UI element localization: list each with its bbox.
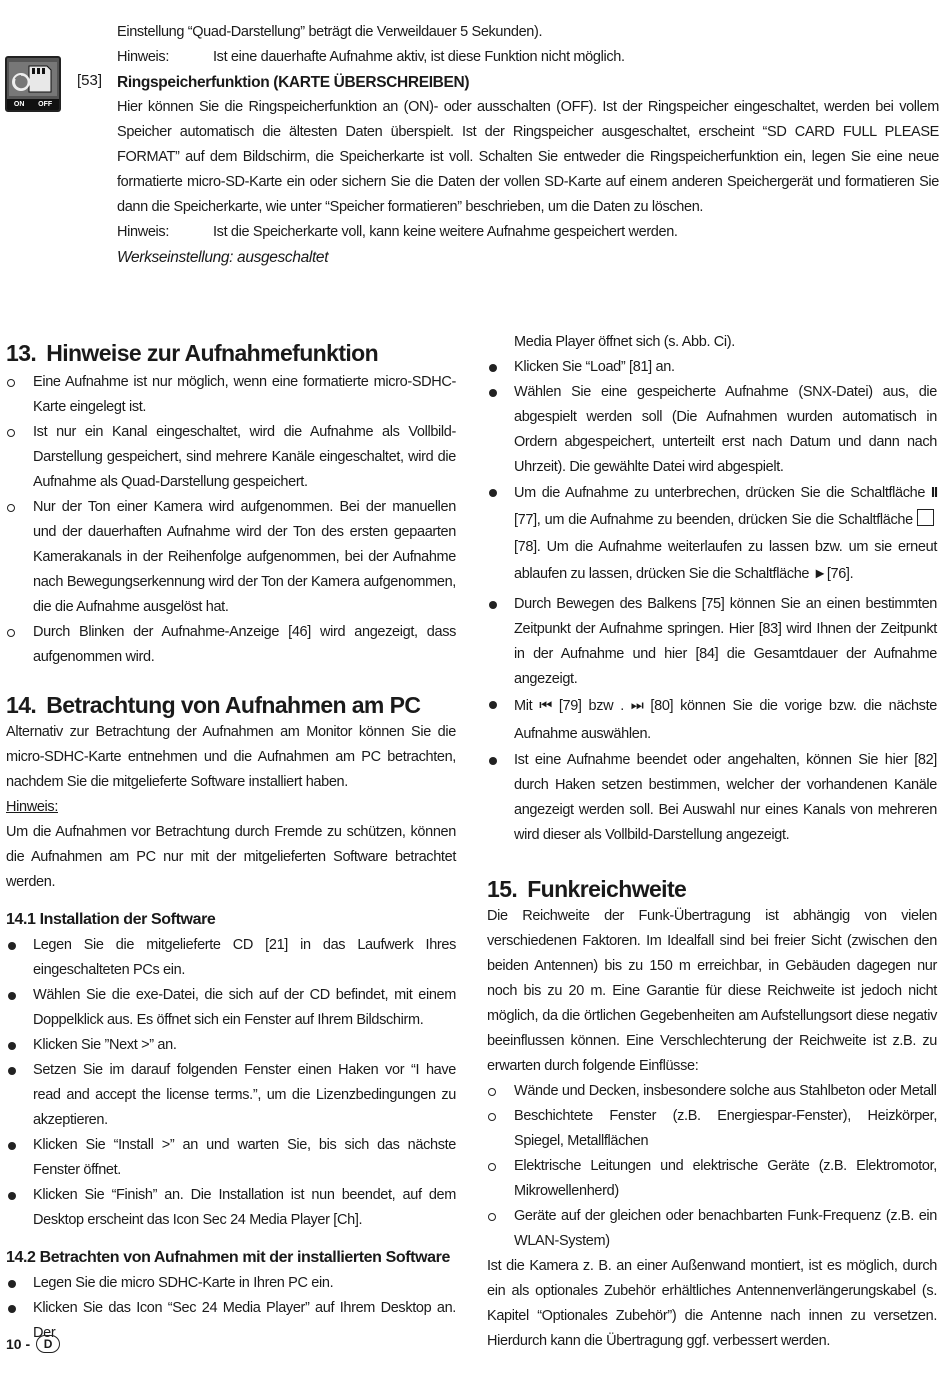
- list-item: Legen Sie die micro SDHC-Karte in Ihren PC ein.: [6, 1271, 456, 1296]
- page-footer: [6, 1335, 60, 1353]
- list-item: Elektrische Leitungen und elektrische Geräte (z.B. Elektromotor, Mikrowellenherd): [487, 1154, 937, 1204]
- section-15-intro: Die Reichweite der Funk-Übertragung ist abhängig von vielen verschiedenen Faktoren. Im Idealfall sind bei freier Sicht (zwischen den beiden Antennen) bis zu 150 m erreichbar, in Gebäuden dagegen nur noch bis zu 20 m. Eine Garantie für diese Reichweite ist jedoch nicht möglich, da die örtlichen Gegebenheiten am Aufstellungsort diese negativ beeinflussen können. Eine Verschlechterung der Reichweite ist z.B. zu erwarten durch folgende Einflüsse:: [487, 908, 937, 1074]
- hint-text: Ist die Speicherkarte voll, kann keine weitere Aufnahme gespeichert werden.: [213, 224, 678, 240]
- pause-text-c: [78]. Um die Aufnahme weiterlaufen zu lassen bzw. um sie erneut ablaufen zu lassen, drücken Sie die Schaltfläche ►[76].: [514, 539, 937, 582]
- section-13-heading: [6, 338, 456, 368]
- list-item: Wählen Sie eine gespeicherte Aufnahme (SNX-Datei) aus, die abgespielt werden soll (Die Aufnahmen wurden automatisch in Ordern abgespeichert, unterteilt erst nach Datum und dann nach Uhrzeit). Die gewählte Datei wird abgespielt.: [487, 380, 937, 480]
- item-body: Hier können Sie die Ringspeicherfunktion an (ON)- oder ausschalten (OFF). Ist der Ringspeicher eingeschaltet, werden bei vollem Speicher automatisch die ältesten Daten überspielt. Ist der Ringspeicher ausgeschaltet, erscheint “SD CARD FULL PLEASE FORMAT” auf dem Bildschirm, die Speicherkarte ist voll. Schalten Sie entweder die Ringspeicherfunktion ein, legen Sie eine neue formatierte micro-SD-Karte ein oder sichern Sie die Daten der vollen SD-Karte auf einem anderen Speichergerät und formatieren Sie dann die Speicherkarte, wie unter “Speicher formatieren” beschrieben, um die Daten zu löschen.: [117, 99, 939, 215]
- section-number: 13.: [6, 340, 37, 366]
- nav-text-a: Mit: [514, 698, 540, 714]
- list-item: Klicken Sie “Finish” an. Die Installation ist nun beendet, auf dem Desktop erscheint das Icon Sec 24 Media Player [Ch].: [6, 1183, 456, 1233]
- section-title: Betrachtung von Aufnahmen am PC: [46, 692, 421, 718]
- playback-list: [487, 355, 937, 848]
- list-item: Beschichtete Fenster (z.B. Energiespar-Fenster), Heizkörper, Spiegel, Metallflächen: [487, 1104, 937, 1154]
- hint-row-2: [117, 220, 939, 245]
- pause-text-a: Um die Aufnahme zu unterbrechen, drücken Sie die Schaltfläche: [514, 485, 931, 501]
- hint-text: Ist eine dauerhafte Aufnahme aktiv, ist diese Funktion nicht möglich.: [213, 49, 625, 65]
- left-column: [6, 338, 456, 1346]
- nav-text-b: [79] bzw .: [551, 698, 631, 714]
- list-item-pause: [487, 480, 937, 588]
- right-column: [487, 330, 937, 1354]
- subsection-14-2-heading: 14.2 Betrachten von Aufnahmen mit der installierten Software: [6, 1249, 450, 1266]
- section-title: Hinweise zur Aufnahmefunktion: [46, 340, 379, 366]
- hint-label: Hinweis:: [117, 49, 169, 65]
- list-item: Geräte auf der gleichen oder benachbarten Funk-Frequenz (z.B. ein WLAN-System): [487, 1204, 937, 1254]
- list-item: Klicken Sie das Icon “Sec 24 Media Player” auf Ihrem Desktop an. Der: [6, 1296, 456, 1346]
- item-number: [53]: [77, 72, 103, 89]
- section-14-heading: [6, 690, 456, 720]
- continued-line: Einstellung “Quad-Darstellung” beträgt die Verweildauer 5 Sekunden).: [117, 24, 543, 40]
- sd-card-icon: [7, 58, 59, 98]
- list-item: Durch Blinken der Aufnahme-Anzeige [46] wird angezeigt, dass aufgenommen wird.: [6, 620, 456, 670]
- list-item: Durch Bewegen des Balkens [75] können Sie an einen bestimmten Zeitpunkt der Aufnahme springen. Hier [83] wird Ihnen der Zeitpunkt in der Aufnahme und hier [84] die Gesamtdauer der Aufnahme angezeigt.: [487, 592, 937, 692]
- list-item-nav: [487, 692, 937, 748]
- hint-label: Hinweis:: [6, 799, 58, 815]
- subsection-14-1-heading: 14.1 Installation der Software: [6, 911, 216, 928]
- pause-icon: II: [930, 485, 937, 501]
- subsection-14-1-list: [6, 933, 456, 1233]
- hint-label: Hinweis:: [117, 224, 169, 240]
- list-item: Setzen Sie im darauf folgenden Fenster einen Haken vor “I have read and accept the license terms.”, um die Lizenzbedingungen zu akzeptieren.: [6, 1058, 456, 1133]
- section-15-heading: [487, 874, 937, 904]
- on-off-label: [7, 99, 59, 110]
- continued-item: Media Player öffnet sich (s. Abb. Ci).: [514, 334, 735, 350]
- icon-on-label: ON: [13, 101, 25, 108]
- top-section: [117, 20, 939, 270]
- sd-card-overwrite-icon: [5, 56, 61, 112]
- skip-back-icon: ⏮: [539, 698, 552, 714]
- hint-text: Um die Aufnahmen vor Betrachtung durch Fremde zu schützen, können die Aufnahmen am PC nur mit der mitgelieferten Software betrachtet werden.: [6, 824, 456, 890]
- pause-text-b: [77], um die Aufnahme zu beenden, drücken Sie die Schaltfläche: [514, 512, 917, 528]
- section-14-intro: Alternativ zur Betrachtung der Aufnahmen am Monitor können Sie die micro-SDHC-Karte entnehmen und die Aufnahmen am PC betrachten, nachdem Sie die mitgelieferte Software installiert haben.: [6, 724, 456, 790]
- section-title: Funkreichweite: [527, 876, 687, 902]
- list-item: Eine Aufnahme ist nur möglich, wenn eine formatierte micro-SDHC-Karte eingelegt ist.: [6, 370, 456, 420]
- hint-row-1: [117, 45, 939, 70]
- list-item: Legen Sie die mitgelieferte CD [21] in das Laufwerk Ihres eingeschalteten PCs ein.: [6, 933, 456, 983]
- section-number: 14.: [6, 692, 37, 718]
- list-item: Wände und Decken, insbesondere solche aus Stahlbeton oder Metall: [487, 1079, 937, 1104]
- list-item: Wählen Sie die exe-Datei, die sich auf der CD befindet, mit einem Doppelklick aus. Es öffnet sich ein Fenster auf Ihrem Bildschirm.: [6, 983, 456, 1033]
- list-item: Ist eine Aufnahme beendet oder angehalten, können Sie hier [82] durch Haken setzen bestimmen, welcher der vorhandenen Kanäle angezeigt werden soll. Bei Auswahl nur eines Kanals von mehreren wird dieser als Vollbild-Darstellung angezeigt.: [487, 748, 937, 848]
- skip-forward-icon: ⏭: [630, 698, 644, 714]
- list-item: Klicken Sie “Install >” an und warten Sie, bis sich das nächste Fenster öffnet.: [6, 1133, 456, 1183]
- list-item: Ist nur ein Kanal eingeschaltet, wird die Aufnahme als Vollbild-Darstellung gespeichert, sind mehrere Kanäle eingeschaltet, wird die Aufnahme als Quad-Darstellung gespeichert.: [6, 420, 456, 495]
- subsection-14-2-list: [6, 1271, 456, 1346]
- list-item: Nur der Ton einer Kamera wird aufgenommen. Bei der manuellen und der dauerhaften Aufnahme wird der Ton des ersten gepaarten Kamerakanals in der Reihenfolge aufgenommen, bei der Aufnahme nach Bewegungserkennung wird der Ton der Kamera aufgenommen, die die Aufnahme ausgelöst hat.: [6, 495, 456, 620]
- stop-icon: [917, 509, 934, 526]
- section-13-list: [6, 370, 456, 670]
- item-title: Ringspeicherfunktion (KARTE ÜBERSCHREIBEN): [117, 74, 470, 91]
- section-15-list: [487, 1079, 937, 1254]
- factory-setting: Werkseinstellung: ausgeschaltet: [117, 249, 329, 266]
- section-15-outro: Ist die Kamera z. B. an einer Außenwand montiert, ist es möglich, durch ein als optionales Zubehör erhältliches Antennenverlängerungskabel (s. Kapitel “Optionales Zubehör”) die Antenne nach innen zu versetzen. Hierdurch kann die Übertragung ggf. verbessert werden.: [487, 1258, 937, 1349]
- page-number: 10 -: [6, 1336, 31, 1352]
- icon-off-label: OFF: [38, 101, 53, 108]
- list-item: Klicken Sie ”Next >” an.: [6, 1033, 456, 1058]
- nav-text-c: [80] können Sie die vorige bzw. die nächste Aufnahme auswählen.: [514, 698, 937, 742]
- section-number: 15.: [487, 876, 518, 902]
- language-badge: D: [36, 1335, 60, 1353]
- list-item: Klicken Sie “Load” [81] an.: [487, 355, 937, 380]
